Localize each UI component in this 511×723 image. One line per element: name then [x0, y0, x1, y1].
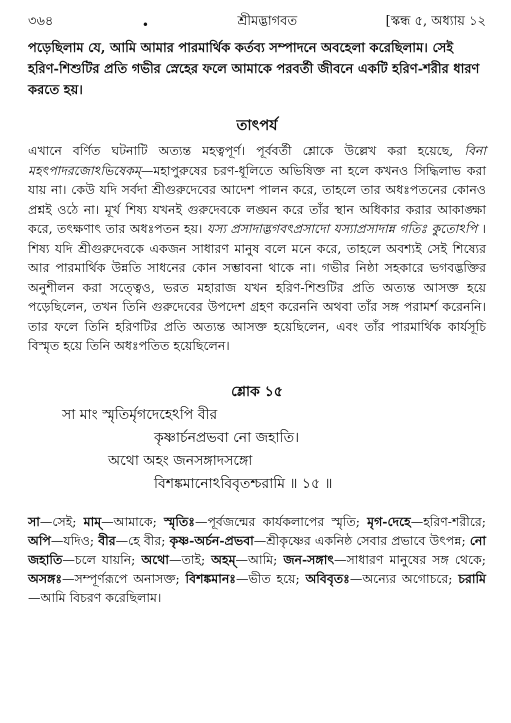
wfw-term: বীর — [98, 532, 116, 548]
purport-text-1: এখানে বর্ণিত ঘটনাটি অত্যন্ত মহত্বপূর্ণ। পূর্ববর্তী শ্লোকে উল্লেখ করা হয়েছে, — [28, 143, 454, 158]
wfw-meaning: আমি বিচরণ করেছিলাম। — [40, 589, 162, 605]
wfw-entry: মাম্—আমাকে; — [83, 513, 164, 529]
translation-paragraph: পড়েছিলাম যে, আমি আমার পারমার্থিক কর্তব্য সম্পাদনে অবহেলা করেছিলাম। সেই হরিণ-শিশুটির প্রতি গভীর স্নেহের ফলে আমাকে পরবর্তী জীবনে একটি হরিণ-শরীর ধারণ করতে হয়। — [28, 41, 480, 98]
wfw-term: বিশঙ্কমানঃ — [185, 570, 236, 586]
wfw-term: সা — [28, 513, 40, 529]
wfw-term: অসঙ্গঃ — [28, 570, 63, 586]
purport-text-3: । শিষ্য যদি শ্রীগুরুদেবকে একজন সাধারণ মানুষ বলে মনে করে, তাহলে অবশ্যই সেই শিষ্যের আর পারমার্থিক উন্নতি সাধনের কোন সম্ভাবনা থাকে না। গভীর নিষ্ঠা সহকারে ভগবদ্ভক্তির অনুশীলন করা সত্ত্বেও, ভরত মহারাজ যখন হরিণ-শিশুটির প্রতি অত্যন্ত আসক্ত হয়ে পড়েছিলেন, তখন তিনি গুরুদেবের উপদেশ গ্রহণ করেননি অথবা তাঁর সঙ্গ পরামর্শ করেননি। তার ফলে তিনি হরিণটির প্রতি অত্যন্ত আসক্ত হয়েছিলেন, এবং তাঁর পারমার্থিক কার্যসূচি বিস্মৃত হয়ে তিনি অধঃপতিত হয়েছিলেন। — [28, 221, 486, 353]
wfw-entry: নো জহাতি—চলে যায়নি; — [28, 532, 486, 567]
page-header — [28, 12, 486, 34]
purport-paragraph — [28, 141, 486, 356]
wfw-entry: বিশঙ্কমানঃ—ভীত হয়ে; — [185, 570, 306, 586]
wfw-meaning: সম্পূর্ণরূপে অনাসক্ত; — [74, 570, 186, 586]
wfw-meaning: যদিও; — [63, 532, 99, 548]
word-for-word-paragraph — [28, 512, 486, 607]
verse-line-4: বিশঙ্কমানোঽবিবৃতশ্চরামি ॥ ১৫ ॥ — [154, 475, 333, 492]
wfw-meaning: চলে যায়নি; — [74, 551, 142, 567]
wfw-term: মাম্ — [83, 513, 102, 529]
wfw-meaning: হে বীর; — [128, 532, 170, 548]
verse-line-3: অথো অহং জনসঙ্গাদসঙ্গো — [108, 452, 253, 469]
wfw-term: নো জহাতি — [28, 532, 486, 567]
wfw-entry: স্মৃতিঃ—পূর্বজন্মের কার্যকলাপের স্মৃতি; — [163, 513, 368, 529]
wfw-term: অহম্ — [211, 551, 236, 567]
wfw-meaning: পূর্বজন্মের কার্যকলাপের স্মৃতি; — [207, 513, 368, 529]
wfw-meaning: আমাকে; — [113, 513, 164, 529]
wfw-term: স্মৃতিঃ — [163, 513, 195, 529]
wfw-entry: অসঙ্গঃ—সম্পূর্ণরূপে অনাসক্ত; — [28, 570, 186, 586]
verse-line-2: কৃষ্ণার্চনপ্রভবা নো জহাতি। — [154, 429, 300, 446]
wfw-meaning: সাধারণ মানুষের সঙ্গ থেকে; — [346, 551, 486, 567]
wfw-term: জন-সঙ্গাৎ — [283, 551, 335, 567]
wfw-meaning: তাই; — [181, 551, 212, 567]
wfw-meaning: অন্যের অগোচরে; — [362, 570, 459, 586]
wfw-entry: চরামি—আমি বিচরণ করেছিলাম। — [28, 570, 486, 605]
purport-quote-1: বিনা মহৎপাদরজোঽভিষেকম্ — [28, 143, 487, 178]
wfw-meaning: সেই; — [52, 513, 84, 529]
wfw-entry: অবিবৃতঃ—অন্যের অগোচরে; — [305, 570, 459, 586]
wfw-entry: জন-সঙ্গাৎ—সাধারণ মানুষের সঙ্গ থেকে; — [283, 551, 486, 567]
wfw-term: অপি — [28, 532, 51, 548]
chapter-reference: [স্কন্ধ ৫, অধ্যায় ১২ — [385, 14, 486, 29]
wfw-entry: সা—সেই; — [28, 513, 84, 529]
wfw-entry: বীর—হে বীর; — [98, 532, 170, 548]
purport-quote-2: যস্য প্রসাদাদ্ভগবৎপ্রসাদো যস্যাপ্রসাদান্ন গতিঃ কুতোঽপি — [206, 221, 478, 236]
purport-title: তাৎপর্য — [236, 117, 278, 134]
wfw-meaning: ভীত হয়ে; — [248, 570, 306, 586]
verse-block — [28, 404, 486, 496]
wfw-term: অথো — [141, 551, 169, 567]
wfw-entry: মৃগ-দেহে—হরিণ-শরীরে; — [367, 513, 486, 529]
verse-line-1: সা মাং স্মৃতির্মৃগদেহেঽপি বীর — [62, 406, 218, 423]
book-page — [28, 12, 486, 607]
wfw-term: কৃষ্ণ-অর্চন-প্রভবা — [169, 532, 254, 548]
wfw-entry: অহম্—আমি; — [211, 551, 284, 567]
wfw-meaning: হরিণ-শরীরে; — [423, 513, 486, 529]
bullet-icon: • — [141, 18, 149, 32]
wfw-term: অবিবৃতঃ — [305, 570, 350, 586]
page-number: ৩৬৪ — [28, 14, 54, 29]
wfw-meaning: শ্রীকৃষ্ণের একনিষ্ঠ সেবার প্রভাবে উৎপন্ন; — [266, 532, 470, 548]
verse-heading: শ্লোক ১৫ — [231, 383, 283, 400]
book-title: শ্রীমদ্ভাগবত — [237, 14, 298, 29]
wfw-term: চরামি — [458, 570, 486, 586]
wfw-entry: অপি—যদিও; — [28, 532, 99, 548]
wfw-entry: কৃষ্ণ-অর্চন-প্রভবা—শ্রীকৃষ্ণের একনিষ্ঠ সেবার প্রভাবে উৎপন্ন; — [169, 532, 470, 548]
wfw-term: মৃগ-দেহে — [367, 513, 411, 529]
wfw-entry: অথো—তাই; — [141, 551, 212, 567]
wfw-meaning: আমি; — [248, 551, 284, 567]
purport-text-2: —মহাপুরুষের চরণ-ধূলিতে অভিষিক্ত না হলে কখনও সিদ্ধিলাভ করা যায় না। কেউ যদি সর্বদা শ্রীগুরুদেবের আদেশ পালন করে, তাহলে তার অধঃপতনের কোনও প্রশ্নই ওঠে না। মূর্খ শিষ্য যখনই গুরুদেবকে লঙ্ঘন করে তাঁর স্থান অধিকার করার আকাঙ্ক্ষা করে, তৎক্ষণাৎ তার অধঃপতন হয়। — [28, 162, 486, 236]
